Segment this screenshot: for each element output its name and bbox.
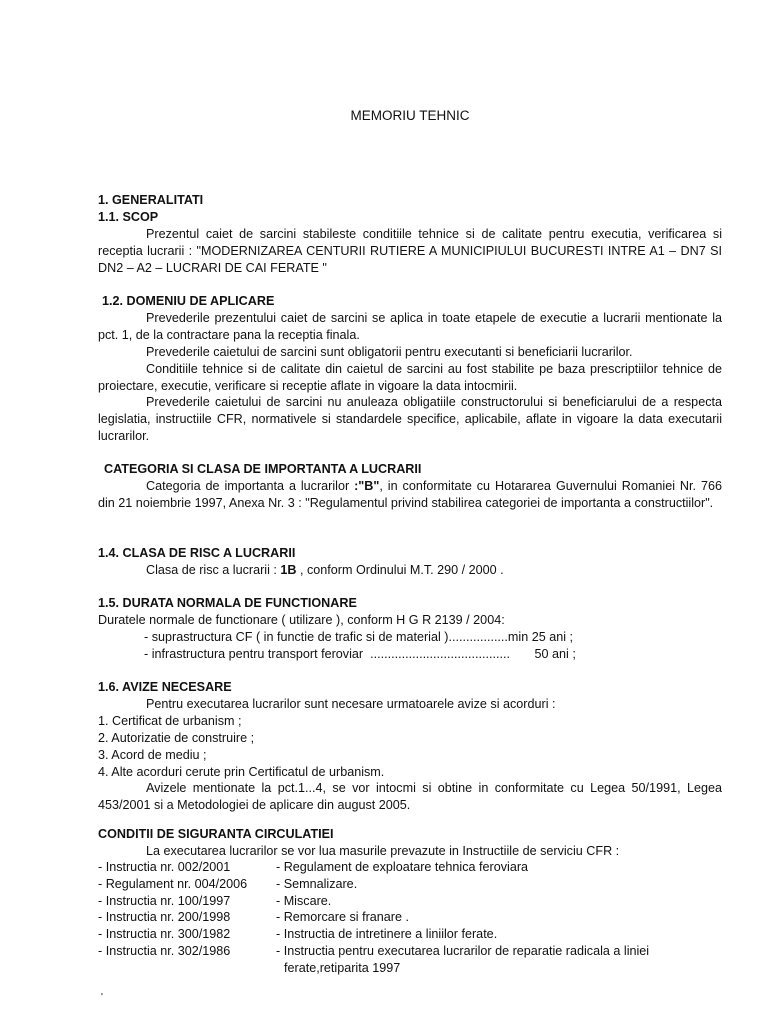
instruction-desc: - Miscare. [276,893,332,908]
clasa-risc-text-a: Clasa de risc a lucrarii : [146,563,281,577]
list-item-avize-4: 4. Alte acorduri cerute prin Certificatul de urbanism. [98,765,385,779]
paragraph-domeniu-4: Prevederile caietului de sarcini nu anuleaza obligatiile constructorului si beneficiarului de a respecta legislatia, instructiile CFR, normativele si standardele specifice, aplicabile, aflate in vigoare la data executarii lucrarilor. [98,395,722,443]
section-heading-generalitati: 1. GENERALITATI [98,193,204,207]
instruction-desc: - Remorcare si franare . [276,910,409,925]
instruction-desc: - Instructia pentru executarea lucrarilor de reparatie radicala a liniei [276,943,650,958]
instruction-desc-block [276,943,722,977]
durata-item-suprastructura: - suprastructura CF ( in functie de trafic si de material ).................min 25 ani ; [144,630,574,644]
instruction-ref: - Regulament nr. 004/2006 [98,876,248,891]
page-mark: ' [101,992,103,1003]
list-item [98,943,722,977]
list-item [98,876,722,893]
list-item-avize-3: 3. Acord de mediu ; [98,748,207,762]
instruction-desc: - Instructia de intretinere a liniilor ferate. [276,927,498,942]
instructions-list [98,859,722,977]
section-heading-clasa-risc: 1.4. CLASA DE RISC A LUCRARII [98,546,296,560]
instruction-desc: - Regulament de exploatare tehnica feroviara [276,860,529,874]
paragraph-avize-intro: Pentru executarea lucrarilor sunt necesare urmatoarele avize si acorduri : [146,697,556,711]
section-heading-durata: 1.5. DURATA NORMALA DE FUNCTIONARE [98,596,357,610]
categoria-text-c: , in conformitate cu Hotararea Guvernului Romaniei Nr. 766 din 21 noiembrie 1997, Anexa Nr. 3 : "Regulamentul privind stabilirea categoriei de importanta a constructiilor". [98,479,722,510]
clasa-risc-text-c: , conform Ordinului M.T. 290 / 2000 . [296,563,504,577]
paragraph-categoria [98,478,722,512]
page-title: MEMORIU TEHNIC [350,108,470,123]
paragraph-siguranta-intro: La executarea lucrarilor se vor lua masurile prevazute in Instructiile de serviciu CFR : [146,844,620,858]
section-heading-scop: 1.1. SCOP [98,210,159,224]
paragraph-avize-closing: Avizele mentionate la pct.1...4, se vor intocmi si obtine in conformitate cu Legea 50/1991, Legea 453/2001 si a Metodologiei de aplicare din august 2005. [98,781,722,812]
categoria-value: :"B" [354,479,380,493]
list-item [98,909,722,926]
instruction-desc-continued: ferate,retiparita 1997 [284,960,401,975]
section-heading-avize: 1.6. AVIZE NECESARE [98,680,232,694]
section-heading-siguranta: CONDITII DE SIGURANTA CIRCULATIEI [98,827,334,841]
list-item-avize-2: 2. Autorizatie de construire ; [98,731,255,745]
durata-item-infrastructura: - infrastructura pentru transport feroviar ........................................ 50 ani ; [144,647,576,661]
list-item-avize-1: 1. Certificat de urbanism ; [98,714,242,728]
clasa-risc-value: 1B [280,563,297,577]
section-heading-categoria: CATEGORIA SI CLASA DE IMPORTANTA A LUCRARII [104,462,422,476]
list-item [98,893,722,910]
paragraph-domeniu-1: Prevederile prezentului caiet de sarcini se aplica in toate etapele de executie a lucrarii mentionate la pct. 1, de la contractare pana la receptia finala. [98,311,722,342]
instruction-ref: - Instructia nr. 200/1998 [98,910,231,925]
paragraph-domeniu-3: Conditiile tehnice si de calitate din caietul de sarcini au fost stabilite pe baza prescriptiilor tehnice de proiectare, executie, verificare si receptie aflate in vigoare la data intocmirii. [98,362,722,393]
paragraph-durata-intro: Duratele normale de functionare ( utilizare ), conform H G R 2139 / 2004: [98,613,505,627]
list-item [98,859,722,876]
instruction-ref: - Instructia nr. 100/1997 [98,893,231,908]
instruction-desc: - Semnalizare. [276,876,358,891]
section-heading-domeniu: 1.2. DOMENIU DE APLICARE [102,294,275,308]
instruction-ref: - Instructia nr. 302/1986 [98,943,231,958]
instruction-ref: - Instructia nr. 002/2001 [98,860,231,874]
paragraph-scop: Prezentul caiet de sarcini stabileste conditiile tehnice si de calitate pentru executia, verificarea si receptia lucrarii : "MODERNIZAREA CENTURII RUTIERE A MUNICIPIULUI BUCURESTI INTRE A1 – DN7 SI DN2 – A2 – LUCRARI DE CAI FERATE " [98,227,722,275]
instruction-ref: - Instructia nr. 300/1982 [98,927,231,942]
paragraph-domeniu-2: Prevederile caietului de sarcini sunt obligatorii pentru executanti si beneficiarii lucrarilor. [146,345,633,359]
list-item [98,926,722,943]
paragraph-clasa-risc [146,562,768,579]
categoria-text-a: Categoria de importanta a lucrarilor [146,479,355,493]
